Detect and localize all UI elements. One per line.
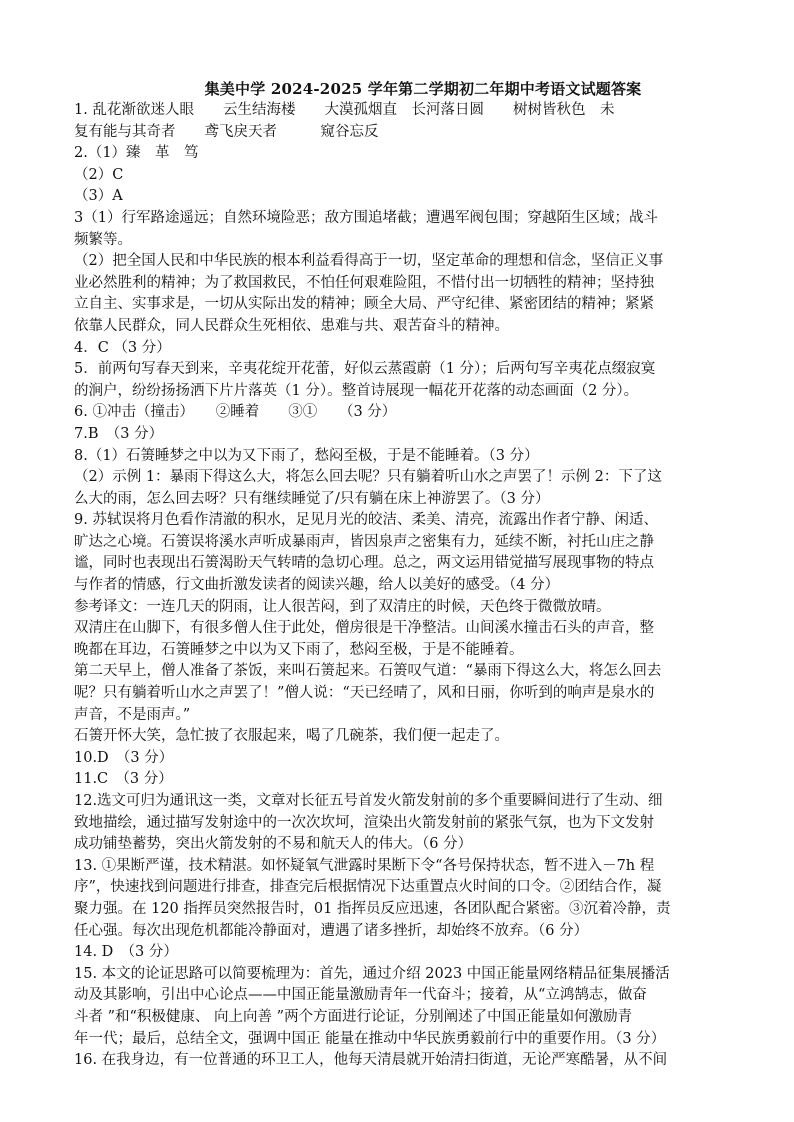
text-line: 第二天早上，僧人准备了茶饭，来叫石箦起来。石箦叹气道：“暴雨下得这么大，将怎么回去: [74, 663, 662, 680]
text-line: （3）A: [74, 188, 123, 205]
text-line: 8.（1）石箦睡梦之中以为又下雨了，愁闷至极，于是不能睡着。（3 分）: [74, 447, 539, 464]
text-line: 与作者的情感，行文曲折激发读者的阅读兴趣，给人以美好的感受。（4 分）: [74, 577, 560, 594]
text-line: 业必然胜利的精神；为了救国救民，不怕任何艰难险阻，不惜付出一切牺牲的精神；坚持独: [74, 274, 654, 291]
text-line: 5．前两句写春天到来，辛夷花绽开花蕾，好似云蒸霞蔚（1 分）；后两句写辛夷花点缀寂寞: [74, 361, 656, 378]
text-line: 12.选文可归为通讯这一类，文章对长征五号首发火箭发射前的多个重要瞬间进行了生动、细: [74, 793, 663, 809]
text-line: 的涧户，纷纷扬扬洒下片片落英（1 分）。整首诗展现一幅花开花落的动态画面（2 分）。: [74, 382, 639, 399]
text-line: （2）把全国人民和中华民族的根本利益看得高于一切，坚定革命的理想和信念，坚信正义事: [74, 253, 664, 270]
text-line: 11.C （3 分）: [74, 771, 173, 788]
text-line: 谧，同时也表现出石箦渴盼天气转晴的急切心理。总之，两文运用错觉描写展现事物的特点: [74, 555, 654, 572]
text-line: 频繁等。: [74, 231, 132, 248]
text-line: 动及其影响，引出中心论点——中国正能量激励青年一代奋斗；接着，从“立鸿鹄志，做奋: [74, 987, 647, 1004]
text-line: 立自主、实事求是，一切从实际出发的精神；顾全大局、严守纪律、紧密团结的精神；紧紧: [74, 296, 654, 313]
text-line: 么大的雨，怎么回去呀？只有继续睡觉了/只有躺在床上神游罢了。（3 分）: [74, 490, 550, 507]
text-line: 10.D （3 分）: [74, 749, 174, 766]
text-line: 声音，不是雨声。”: [74, 706, 191, 723]
text-line: 参考译文：一连几天的阴雨，让人很苦闷，到了双清庄的时候，天色终于微微放晴。: [74, 598, 611, 615]
text-line: 年一代；最后，总结全文，强调中国正 能量在推动中华民族勇毅前行中的重要作用。（3 分）: [74, 1030, 666, 1047]
text-line: 成功铺垫蓄势，突出火箭发射的不易和航天人的伟大。（6 分）: [74, 836, 473, 853]
text-line: 7.B （3 分）: [74, 425, 164, 442]
text-line: 聚力强。在 120 指挥员突然报告时，01 指挥员反应迅速，各团队配合紧密。③沉着冷静，责: [74, 900, 671, 917]
text-line: （2）C: [74, 166, 124, 183]
text-line: 复有能与其奇者 鸢飞戾天者 窥谷忘反: [74, 123, 379, 140]
text-line: 1. 乱花渐欲迷人眼 云生结海楼 大漠孤烟直 长河落日圆 树树皆秋色 未: [74, 102, 615, 118]
text-line: 致地描绘，通过描写发射途中的一次次坎坷，渲染出火箭发射前的紧张气氛，也为下文发射: [74, 814, 654, 831]
text-line: 晚都在耳边，石箦睡梦之中以为又下雨了，愁闷至极，于是不能睡着。: [74, 641, 524, 658]
text-line: 13. ①果断严谨，技术精湛。如怀疑氧气泄露时果断下令“各号保持状态，暂不进入－7h 程: [74, 857, 655, 874]
text-line: 4．C （3 分）: [74, 339, 171, 356]
text-line: 斗者 ”和“积极健康、 向上向善 ”两个方面进行论证，分别阐述了中国正能量如何激励青: [74, 1008, 633, 1025]
text-line: 9. 苏轼误将月色看作清澈的积水，足见月光的皎洁、柔美、清亮，流露出作者宁静、闲适、: [74, 512, 658, 529]
text-line: 旷达之心境。石箦误将溪水声听成暴雨声，皆因泉声之密集有力，延续不断，衬托山庄之静: [74, 533, 654, 550]
text-line: 双清庄在山脚下，有很多僧人住于此处，僧房很是干净整洁。山间溪水撞击石头的声音，整: [74, 620, 654, 637]
text-line: 3（1）行军路途遥远；自然环境险恶；敌方围追堵截；遭遇军阀包围；穿越陌生区域；战斗: [74, 209, 658, 226]
text-line: 依靠人民群众，同人民群众生死相依、患难与共、艰苦奋斗的精神。: [74, 317, 509, 334]
text-line: 序”，快速找到问题进行排查，排查完后根据情况下达重置点火时间的口令。②团结合作，凝: [74, 879, 662, 896]
text-line: 石箦开怀大笑，急忙披了衣服起来，喝了几碗茶，我们便一起走了。: [74, 728, 509, 745]
text-line: 16. 在我身边，有一位普通的环卫工人，他每天清晨就开始清扫街道，无论严寒酷暑，从不间: [74, 1052, 668, 1069]
document-title: 集美中学 2024-2025 学年第二学期初二年期中考语文试题答案: [204, 80, 642, 98]
text-line: 呢？只有躺着听山水之声罢了！”僧人说：“天已经晴了，风和日丽，你听到的响声是泉水的: [74, 685, 655, 702]
text-line: 2.（1）臻 革 笃: [74, 145, 199, 162]
text-line: 14. D （3 分）: [74, 944, 178, 961]
answer-body: [74, 100, 772, 1072]
text-line: 6. ①冲击（撞击） ②睡着 ③① （3 分）: [74, 404, 397, 421]
text-line: （2）示例 1：暴雨下得这么大，将怎么回去呢？只有躺着听山水之声罢了！示例 2：下了这: [74, 469, 662, 486]
text-line: 任心强。每次出现危机都能冷静面对，遭遇了诸多挫折，却始终不放弃。（6 分）: [74, 922, 589, 939]
text-line: 15. 本文的论证思路可以简要梳理为：首先，通过介绍 2023 中国正能量网络精品征集展播活: [74, 965, 670, 982]
